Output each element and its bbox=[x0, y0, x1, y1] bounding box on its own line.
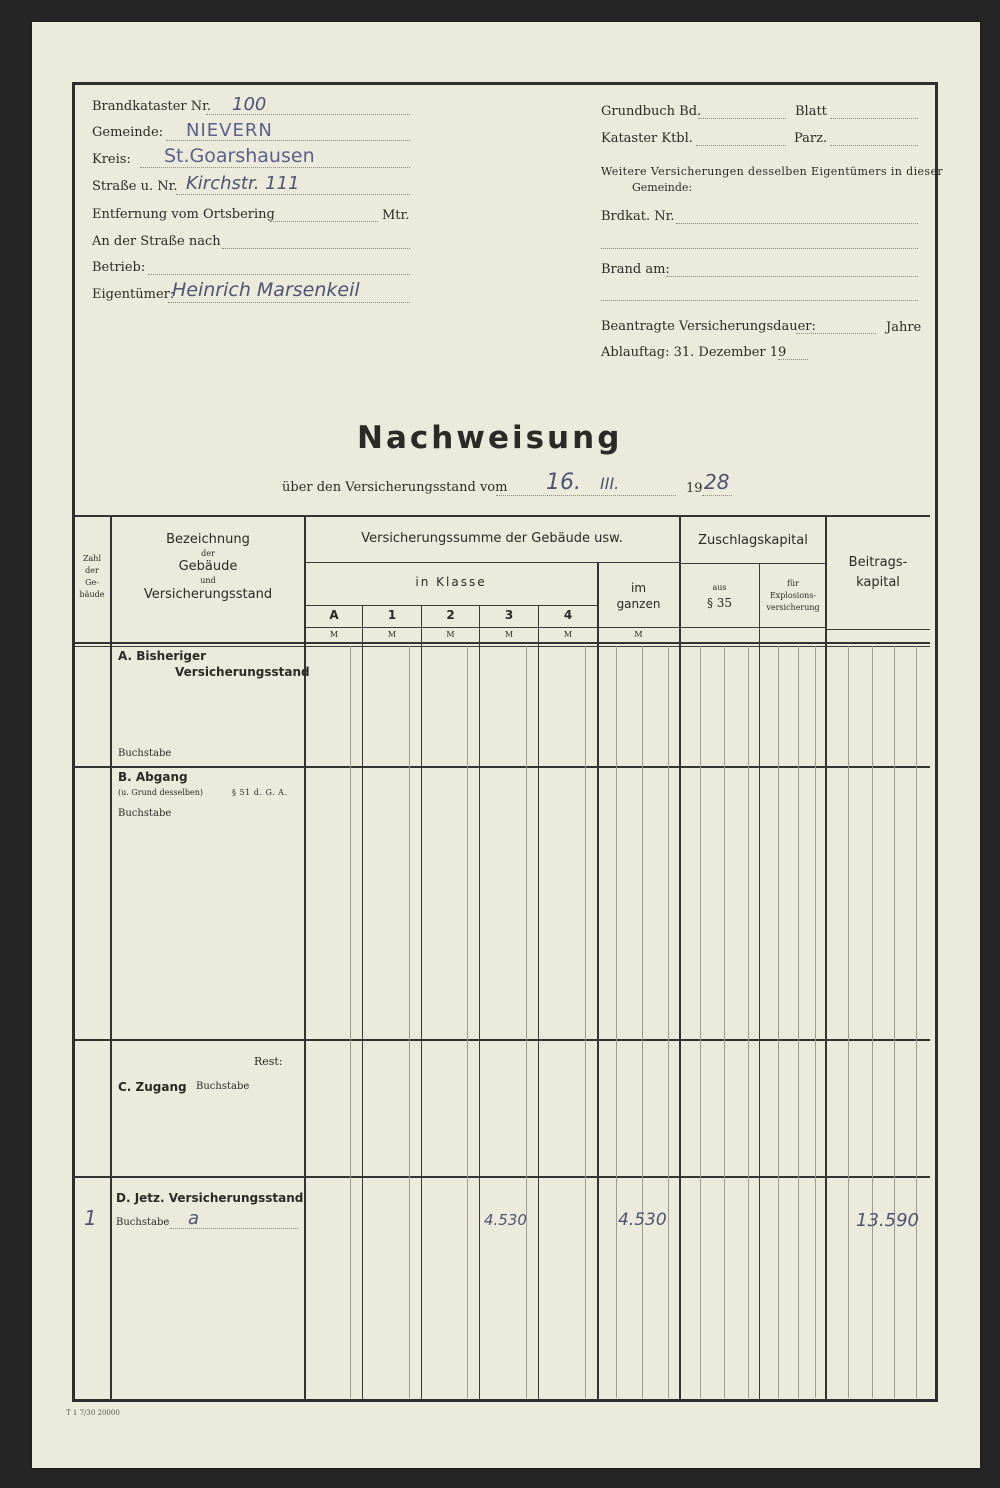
table-rule bbox=[74, 646, 930, 647]
faint-rule bbox=[748, 646, 749, 1398]
unit-label: M bbox=[387, 630, 397, 639]
im-ganzen-header bbox=[598, 580, 679, 612]
dotted-line bbox=[170, 1228, 298, 1229]
entfernung-label: Entfernung vom Ortsbering bbox=[92, 207, 275, 222]
aus-label: aus bbox=[712, 583, 727, 592]
para35-label: § 35 bbox=[706, 596, 733, 610]
faint-rule bbox=[526, 646, 527, 1398]
blatt-label: Blatt bbox=[795, 104, 827, 119]
zahl-gebaeude-value: 1 bbox=[84, 1206, 97, 1230]
faint-rule bbox=[894, 646, 895, 1398]
beitragskapital-header bbox=[827, 553, 929, 593]
faint-rule bbox=[585, 646, 586, 1398]
table-rule bbox=[74, 642, 930, 644]
dotted-line bbox=[702, 495, 732, 496]
table-rule bbox=[826, 629, 930, 630]
klasse-3-header: 3 bbox=[504, 608, 514, 622]
bez-line3: Gebäude bbox=[178, 559, 238, 574]
section-d-buchstabe: Buchstabe bbox=[116, 1217, 170, 1228]
dotted-line bbox=[601, 300, 918, 301]
date-day: 16. bbox=[546, 470, 581, 495]
grundbuch-label: Grundbuch Bd. bbox=[601, 104, 702, 119]
section-b-sub: (u. Grund desselben) bbox=[118, 788, 204, 797]
col-zahl-header bbox=[74, 553, 110, 601]
dotted-line bbox=[206, 114, 410, 115]
table-rule bbox=[759, 563, 760, 1400]
kreis-stamp: St.Goarshausen bbox=[164, 145, 315, 167]
section-b-para: § 51 d. G. A. bbox=[232, 788, 288, 797]
unit-label: M bbox=[563, 630, 573, 639]
faint-rule bbox=[872, 646, 873, 1398]
table-rule bbox=[538, 605, 539, 1400]
dauer-unit: Jahre bbox=[886, 320, 922, 335]
table-rule bbox=[306, 562, 680, 563]
section-b-buchstabe: Buchstabe bbox=[118, 808, 172, 819]
kreis-label: Kreis: bbox=[92, 152, 131, 167]
brand-label: Brand am: bbox=[601, 262, 670, 277]
dotted-line bbox=[166, 140, 410, 141]
klasse-a-header: A bbox=[329, 608, 339, 622]
table-rule bbox=[306, 605, 598, 606]
dotted-line bbox=[140, 167, 410, 168]
table-rule bbox=[479, 605, 480, 1400]
table-rule bbox=[421, 605, 422, 1400]
faint-rule bbox=[700, 646, 701, 1398]
dotted-line bbox=[176, 194, 410, 195]
weitere-line2: Gemeinde: bbox=[632, 181, 693, 194]
zahl-line: Zahl bbox=[82, 554, 102, 563]
klasse-1-header: 1 bbox=[387, 608, 397, 622]
versicherungssumme-header: Versicherungssumme der Gebäude usw. bbox=[361, 531, 623, 546]
faint-rule bbox=[798, 646, 799, 1398]
dotted-line bbox=[601, 248, 918, 249]
dotted-line bbox=[666, 276, 918, 277]
section-a-title: A. Bisheriger bbox=[118, 649, 207, 663]
subtitle-label: über den Versicherungsstand vom bbox=[282, 480, 508, 495]
brandkataster-value: 100 bbox=[232, 94, 267, 115]
section-d-title: D. Jetz. Versicherungsstand bbox=[116, 1191, 304, 1205]
table-rule bbox=[74, 766, 930, 768]
year-suffix: 28 bbox=[704, 470, 730, 494]
dotted-line bbox=[830, 145, 918, 146]
bez-line2: der bbox=[201, 549, 215, 558]
klasse3-value: 4.530 bbox=[484, 1211, 527, 1229]
table-rule bbox=[825, 515, 827, 1400]
table-rule bbox=[306, 627, 826, 628]
faint-rule bbox=[467, 646, 468, 1398]
date-month: III. bbox=[600, 474, 620, 493]
zuschlagskapital-header: Zuschlagskapital bbox=[698, 533, 808, 548]
table-rule bbox=[597, 562, 599, 1400]
unit-label: M bbox=[329, 630, 339, 639]
beitragskapital-value: 13.590 bbox=[856, 1210, 919, 1231]
table-rule bbox=[680, 563, 826, 564]
bez-line4: und bbox=[200, 576, 216, 585]
table-rule bbox=[110, 515, 112, 1400]
section-a-subtitle: Versicherungsstand bbox=[175, 665, 310, 679]
unit-label: M bbox=[634, 630, 643, 639]
dotted-line bbox=[676, 223, 918, 224]
document-title: Nachweisung bbox=[357, 420, 623, 456]
zahl-line: bäude bbox=[79, 590, 105, 599]
dotted-line bbox=[222, 248, 410, 249]
eigentuemer-value: Heinrich Marsenkeil bbox=[172, 279, 360, 301]
section-c-buchstabe: Buchstabe bbox=[196, 1081, 250, 1092]
section-d-buchstabe-value: a bbox=[188, 1208, 200, 1229]
dotted-line bbox=[778, 359, 808, 360]
unit-label: M bbox=[446, 630, 455, 639]
table-rule bbox=[74, 515, 930, 517]
brdkat-label: Brdkat. Nr. bbox=[601, 209, 675, 224]
ablauftag-label: Ablauftag: 31. Dezember 19 bbox=[601, 345, 787, 360]
faint-rule bbox=[778, 646, 779, 1398]
strasse-label: Straße u. Nr. bbox=[92, 179, 178, 194]
faint-rule bbox=[668, 646, 669, 1398]
weitere-line1: Weitere Versicherungen desselben Eigentümers in dieser bbox=[601, 165, 944, 178]
zahl-line: Ge- bbox=[85, 578, 99, 587]
bez-line1: Bezeichnung bbox=[166, 532, 250, 547]
strasse-value: Kirchstr. 111 bbox=[186, 173, 300, 194]
faint-rule bbox=[724, 646, 725, 1398]
dotted-line bbox=[830, 118, 918, 119]
gemeinde-stamp: NIEVERN bbox=[186, 120, 273, 141]
dotted-line bbox=[270, 221, 378, 222]
in-klasse-header: in Klasse bbox=[415, 575, 487, 589]
parz-label: Parz. bbox=[794, 131, 828, 146]
entfernung-unit: Mtr. bbox=[382, 208, 410, 223]
faint-rule bbox=[350, 646, 351, 1398]
klasse-4-header: 4 bbox=[563, 608, 573, 622]
zahl-line: der bbox=[85, 566, 99, 575]
im-line: im bbox=[630, 581, 647, 595]
col-bezeichnung-header bbox=[112, 532, 304, 603]
year-prefix: 19 bbox=[686, 481, 703, 496]
faint-rule bbox=[616, 646, 617, 1398]
versicherung-line: versicherung bbox=[766, 603, 820, 612]
faint-rule bbox=[815, 646, 816, 1398]
dauer-label: Beantragte Versicherungsdauer: bbox=[601, 319, 816, 334]
fuer-line: für bbox=[787, 579, 799, 588]
beitrags-line: Beitrags- bbox=[848, 555, 908, 570]
dotted-line bbox=[796, 333, 876, 334]
faint-rule bbox=[916, 646, 917, 1398]
dotted-line bbox=[696, 145, 786, 146]
gemeinde-label: Gemeinde: bbox=[92, 125, 164, 140]
dotted-line bbox=[698, 118, 786, 119]
betrieb-label: Betrieb: bbox=[92, 260, 146, 275]
section-a-buchstabe: Buchstabe bbox=[118, 748, 172, 759]
ganzen-line: ganzen bbox=[616, 597, 661, 611]
dotted-line bbox=[168, 302, 410, 303]
explosion-header bbox=[760, 578, 826, 614]
eigentuemer-label: Eigentümer: bbox=[92, 287, 175, 302]
table-rule bbox=[74, 1039, 930, 1041]
table-rule bbox=[362, 605, 363, 1400]
faint-rule bbox=[848, 646, 849, 1398]
ganzen-value: 4.530 bbox=[618, 1210, 667, 1230]
faint-rule bbox=[409, 646, 410, 1398]
strasse-nach-label: An der Straße nach bbox=[92, 234, 221, 249]
table-rule bbox=[74, 1176, 930, 1178]
kapital-line: kapital bbox=[856, 575, 900, 590]
brandkataster-label: Brandkataster Nr. bbox=[92, 99, 212, 114]
faint-rule bbox=[642, 646, 643, 1398]
section-c-rest: Rest: bbox=[254, 1055, 283, 1068]
section-c-title: C. Zugang bbox=[118, 1080, 187, 1094]
table-rule bbox=[304, 515, 306, 1400]
footer-print-code: T 1 7/30 20000 bbox=[66, 1409, 120, 1417]
dotted-line bbox=[496, 495, 676, 496]
unit-label: M bbox=[504, 630, 514, 639]
explosions-line: Explosions- bbox=[769, 591, 817, 600]
klasse-2-header: 2 bbox=[446, 608, 455, 622]
table-rule bbox=[679, 515, 681, 1400]
dotted-line bbox=[148, 274, 410, 275]
bez-line5: Versicherungsstand bbox=[143, 587, 273, 602]
section-b-title: B. Abgang bbox=[118, 770, 188, 784]
kataster-label: Kataster Ktbl. bbox=[601, 131, 693, 146]
